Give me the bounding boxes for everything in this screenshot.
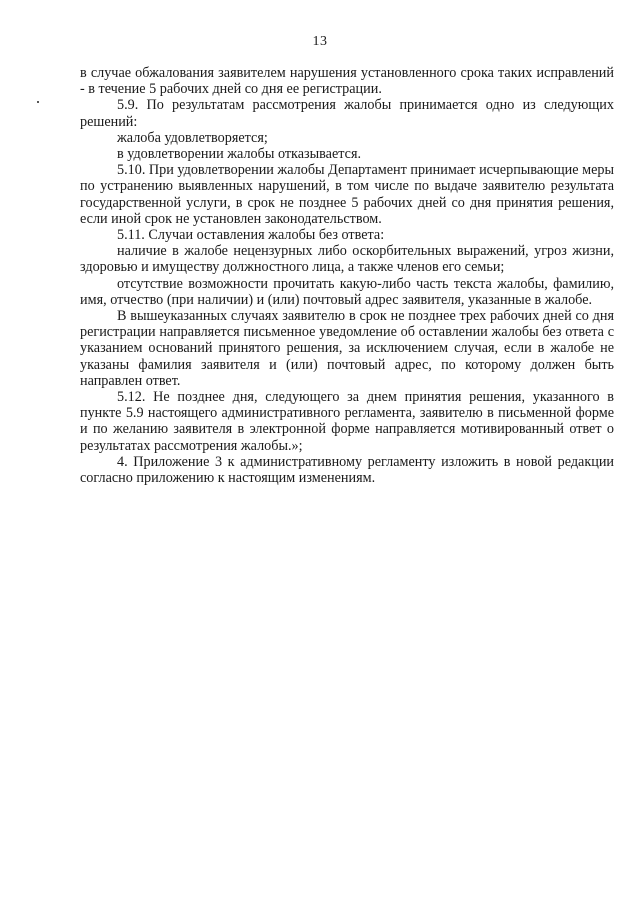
paragraph-5-10: 5.10. При удовлетворении жалобы Департамент принимает исчерпывающие меры по устранению выявленных нарушений, в том числе по выдаче заявителю результата государственной услуги, в срок не позднее 5 рабочих дней со дня принятия решения, если иной срок не установлен законодательством. bbox=[80, 162, 614, 227]
page-number: 13 bbox=[312, 34, 328, 49]
paragraph-continuation: в случае обжалования заявителем нарушения установленного срока таких исправлений - в течение 5 рабочих дней со дня ее регистрации. bbox=[80, 65, 614, 98]
body-text bbox=[80, 65, 614, 486]
paragraph-5-11: 5.11. Случаи оставления жалобы без ответа: bbox=[117, 227, 385, 244]
scan-speck bbox=[37, 101, 39, 103]
paragraph-5-11-case-2: отсутствие возможности прочитать какую-либо часть текста жалобы, фамилию, имя, отчество (при наличии) и (или) почтовый адрес заявителя, указанные в жалобе. bbox=[80, 275, 614, 308]
paragraph-5-12: 5.12. Не позднее дня, следующего за днем принятия решения, указанного в пункте 5.9 настоящего административного регламента, заявителю в письменной форме и по желанию заявителя в электронной форме направляется мотивированный ответ о результатах рассмотрения жалобы.»; bbox=[80, 389, 614, 454]
paragraph-5-11-case-1: наличие в жалобе нецензурных либо оскорбительных выражений, угроз жизни, здоровью и имуществу должностного лица, а также членов его семьи; bbox=[80, 243, 614, 276]
paragraph-5-9-option-1: жалоба удовлетворяется; bbox=[117, 129, 268, 146]
paragraph-5-9-option-2: в удовлетворении жалобы отказывается. bbox=[117, 146, 362, 163]
paragraph-5-9: 5.9. По результатам рассмотрения жалобы принимается одно из следующих решений: bbox=[80, 97, 614, 130]
paragraph-item-4: 4. Приложение 3 к административному регламенту изложить в новой редакции согласно приложению к настоящим изменениям. bbox=[80, 453, 614, 487]
paragraph-5-11-notice: В вышеуказанных случаях заявителю в срок не позднее трех рабочих дней со дня регистрации направляется письменное уведомление об оставлении жалобы без ответа с указанием оснований принятого решения, за исключением случая, если в жалобе не указаны фамилия заявителя и (или) почтовый адрес, по которому должен быть направлен ответ. bbox=[80, 308, 614, 389]
